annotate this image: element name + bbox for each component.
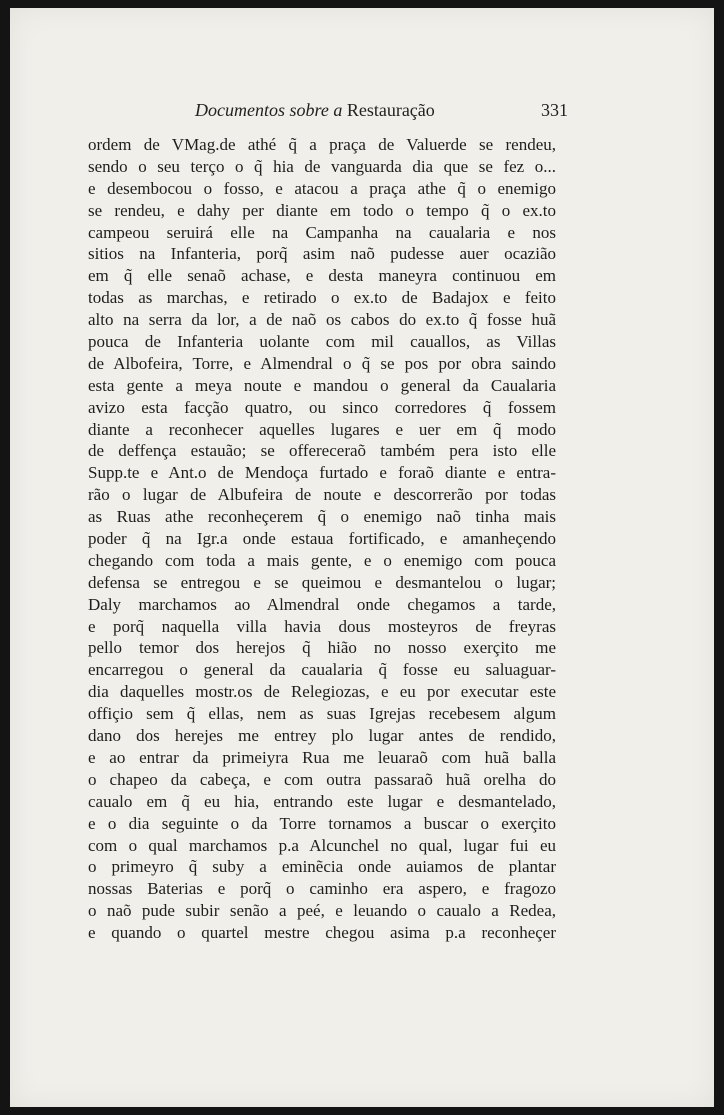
text-line: Supp.te e Ant.o de Mendoça furtado e foraõ diante e entra- <box>88 463 556 483</box>
text-line: poder q̃ na Igr.a onde estaua fortificado, e amanheçendo <box>88 529 556 549</box>
body-text <box>88 134 556 944</box>
text-line: pello temor dos herejos q̃ hião no nosso exerçito me <box>88 638 556 658</box>
text-line: dano dos herejes me entrey plo lugar antes de rendido, <box>88 726 556 746</box>
text-line: com o qual marchamos p.a Alcunchel no qual, lugar fui eu <box>88 835 556 855</box>
text-line: rão o lugar de Albufeira de noute e descorrerão por todas <box>88 485 556 505</box>
text-line: diante a reconhecer aquelles lugares e uer em q̃ modo <box>88 419 556 439</box>
text-line: e o dia seguinte o da Torre tornamos a buscar o exerçito <box>88 813 556 833</box>
text-line: encarregou o general da caualaria q̃ fosse eu saluaguar- <box>88 660 556 680</box>
text-line: em q̃ elle senaõ achase, e desta maneyra continuou em <box>88 266 556 286</box>
text-line: defensa se entregou e se queimou e desmantelou o lugar; <box>88 572 556 592</box>
text-line: se rendeu, e dahy per diante em todo o tempo q̃ o ex.to <box>88 200 556 220</box>
text-line: todas as marchas, e retirado o ex.to de Badajox e feito <box>88 288 556 308</box>
text-line: Daly marchamos ao Almendral onde chegamos a tarde, <box>88 594 556 614</box>
text-line: o primeyro q̃ suby a eminẽcia onde auiamos de plantar <box>88 857 556 877</box>
text-line: o naõ pude subir senão a peé, e leuando o caualo a Redea, <box>88 901 556 921</box>
text-line: offiçio sem q̃ ellas, nem as suas Igrejas recebesem algum <box>88 704 556 724</box>
text-line: o chapeo da cabeça, e com outra passaraõ huã orelha do <box>88 769 556 789</box>
text-line: avizo esta facção quatro, ou sinco corredores q̃ fossem <box>88 397 556 417</box>
text-line: esta gente a meya noute e mandou o general da Caualaria <box>88 375 556 395</box>
text-line: de Albofeira, Torre, e Almendral o q̃ se pos por obra saindo <box>88 353 556 373</box>
text-line: pouca de Infanteria uolante com mil cauallos, as Villas <box>88 332 556 352</box>
text-line: dia daquelles mostr.os de Relegiozas, e eu por executar este <box>88 682 556 702</box>
running-title-italic: Documentos sobre a <box>195 100 343 120</box>
text-line: caualo em q̃ eu hia, entrando este lugar e desmantelado, <box>88 791 556 811</box>
text-line: sitios na Infanteria, porq̃ asim naõ pudesse auer ocazião <box>88 244 556 264</box>
text-line: campeou seruirá elle na Campanha na caualaria e nos <box>88 222 556 242</box>
text-line: e porq̃ naquella villa havia dous mosteyros de freyras <box>88 616 556 636</box>
text-line: e desembocou o fosso, e atacou a praça athe q̃ o enemigo <box>88 178 556 198</box>
text-line: chegando com toda a mais gente, e o enemigo com pouca <box>88 550 556 570</box>
text-line: de deffença estauão; se offereceraõ também pera isto elle <box>88 441 556 461</box>
book-page <box>10 8 714 1107</box>
page-number: 331 <box>541 100 568 120</box>
running-title <box>195 100 435 121</box>
text-line: sendo o seu terço o q̃ hia de vanguarda dia que se fez o... <box>88 156 556 176</box>
text-line: nossas Baterias e porq̃ o caminho era aspero, e fragozo <box>88 879 556 899</box>
text-line: as Ruas athe reconheçerem q̃ o enemigo naõ tinha mais <box>88 507 556 527</box>
text-line: alto na serra da lor, a de naõ os cabos do ex.to q̃ fosse huã <box>88 310 556 330</box>
text-line: e ao entrar da primeiyra Rua me leuaraõ com huã balla <box>88 747 556 767</box>
text-line: e quando o quartel mestre chegou asima p.a reconheçer <box>88 923 556 943</box>
text-line: ordem de VMag.de athé q̃ a praça de Valuerde se rendeu, <box>88 135 556 154</box>
running-title-roman: Restauração <box>346 100 435 120</box>
running-header <box>98 100 568 126</box>
